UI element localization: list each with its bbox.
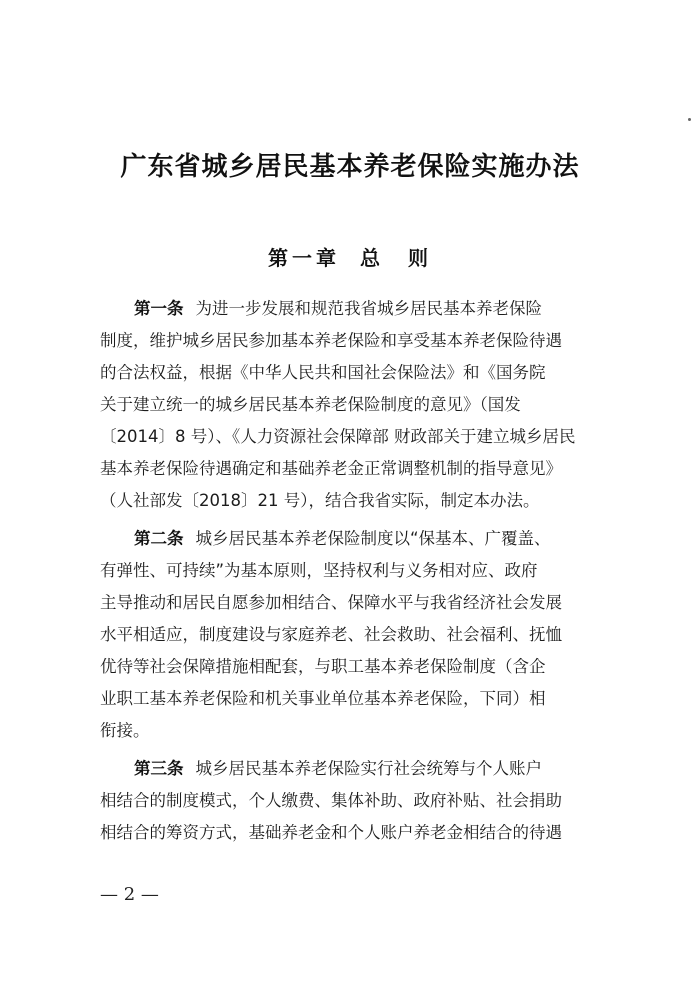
paragraph-line: 基本养老保险待遇确定和基础养老金正常调整机制的指导意见》: [100, 459, 562, 478]
paragraph-line: 相结合的制度模式，个人缴费、集体补助、政府补贴、社会捐助: [100, 791, 562, 810]
paragraph-line: 〔2014〕8 号）、《人力资源社会保障部 财政部关于建立城乡居民: [100, 427, 576, 446]
paragraph-line: 主导推动和居民自愿参加相结合、保障水平与我省经济社会发展: [100, 593, 562, 612]
paragraph-line: （人社部发〔2018〕21 号），结合我省实际，制定本办法。: [100, 491, 540, 510]
paragraph-line: 业职工基本养老保险和机关事业单位基本养老保险，下同）相: [100, 689, 546, 708]
paragraph-line: 关于建立统一的城乡居民基本养老保险制度的意见》（国发: [100, 395, 521, 414]
paragraph-line: [100, 523, 612, 555]
document-body: [100, 293, 612, 855]
paragraph-line: 有弹性、可持续”为基本原则，坚持权利与义务相对应、政府: [100, 561, 538, 580]
article-label: 第三条: [134, 759, 184, 778]
scan-speck: [688, 118, 691, 121]
paragraph-line: 水平相适应，制度建设与家庭养老、社会救助、社会福利、抚恤: [100, 625, 562, 644]
article-text: 城乡居民基本养老保险实行社会统筹与个人账户: [195, 759, 542, 778]
article-paragraph: [100, 753, 612, 849]
article-label: 第二条: [134, 529, 184, 548]
chapter-heading: [0, 242, 700, 271]
article-paragraph: [100, 293, 612, 517]
document-title: 广东省城乡居民基本养老保险实施办法: [120, 152, 580, 182]
article-text: 为进一步发展和规范我省城乡居民基本养老保险: [195, 299, 542, 318]
article-text: 城乡居民基本养老保险制度以“保基本、广覆盖、: [195, 529, 551, 548]
paragraph-line: [100, 753, 612, 785]
paragraph-line: 的合法权益，根据《中华人民共和国社会保险法》和《国务院: [100, 363, 546, 382]
paragraph-line: [100, 293, 612, 325]
chapter-name: 总 则: [360, 246, 432, 270]
chapter-number: 第一章: [268, 246, 340, 270]
article-label: 第一条: [134, 299, 184, 318]
paragraph-line: 衔接。: [100, 721, 150, 740]
paragraph-line: 制度，维护城乡居民参加基本养老保险和享受基本养老保险待遇: [100, 331, 562, 350]
article-paragraph: [100, 523, 612, 747]
page-number: — 2 —: [100, 884, 159, 905]
paragraph-line: 相结合的筹资方式，基础养老金和个人账户养老金相结合的待遇: [100, 823, 562, 842]
paragraph-line: 优待等社会保障措施相配套，与职工基本养老保险制度（含企: [100, 657, 546, 676]
